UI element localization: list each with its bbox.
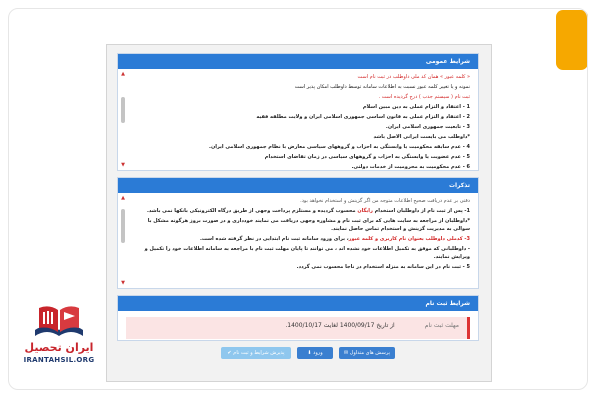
notes-body[interactable] bbox=[118, 193, 478, 288]
registration-conditions-panel bbox=[117, 295, 479, 341]
notes-intro: دقتی بر عدم دریافت صحیح اطلاعات متوجه من اگر گزینش و استخدام نخواهد بود. bbox=[300, 198, 470, 204]
note-item: 3- کدملی داوطلب بعنوان نام کاربری و کلمه عبور، برای ورود سامانه ثبت نام ابتدایی در نظر گرفته شده است. bbox=[199, 236, 470, 242]
note-item: 5 - ثبت نام در این سامانه به منزله استخدام در ناجا محسوب نمی گردد. bbox=[296, 264, 470, 270]
scrollbar[interactable] bbox=[120, 195, 126, 286]
panel-title: شرایط ثبت نام bbox=[118, 296, 478, 311]
registration-deadline-box bbox=[126, 317, 470, 339]
accept-and-register-button[interactable]: ✔ پذیرش شرایط و ثبت نام bbox=[221, 347, 291, 359]
deadline-value: از تاریخ 1400/09/17 لغایت 1400/10/17. bbox=[285, 322, 395, 329]
condition-item: 3 - تابعیت جمهوری اسلامی ایران. bbox=[385, 124, 470, 130]
scroll-down-arrow-icon[interactable]: ▼ bbox=[121, 162, 125, 168]
irantahsil-logo bbox=[18, 300, 100, 374]
username-highlight: 3- کدملی داوطلب بعنوان نام کاربری و کلمه عبور bbox=[348, 236, 470, 242]
condition-item: 2 - اعتقاد و التزام عملی به قانون اساسی جمهوری اسلامی ایران و ولایت مطلقه فقیه bbox=[256, 114, 470, 120]
deadline-label: مهلت ثبت نام bbox=[424, 322, 459, 329]
logo-url: IRANTAHSIL.ORG bbox=[23, 356, 95, 364]
action-buttons bbox=[117, 347, 479, 361]
scroll-up-arrow-icon[interactable]: ▲ bbox=[121, 71, 125, 77]
intro-line: « کلمه عبور » همان کد ملی داوطلب در ثبت نام است bbox=[357, 74, 470, 80]
logo-name: ایران تحصیل bbox=[24, 341, 94, 354]
scroll-down-arrow-icon[interactable]: ▼ bbox=[121, 280, 125, 286]
panel-title: تذکرات bbox=[118, 178, 478, 193]
scrollbar[interactable] bbox=[120, 71, 126, 168]
chat-icon: ✉ bbox=[343, 350, 349, 356]
note-item: - داوطلبانی که موفق به تکمیل اطلاعات خود نشده اند ، می توانند تا پایان مهلت ثبت نام با مراجعه به سامانه اطلاعات خود را تکمیل و ویرایش نمایند. bbox=[144, 246, 470, 260]
condition-item: 5 - عدم عضویت یا وابستگی به احزاب و گروههای سیاسی در زمان تقاضای استخدام bbox=[264, 154, 470, 160]
intro-line: نمونه و یا تغییر کلمه عبور نسبت به اطلاعات سامانه توسط داوطلب امکان پذیر است bbox=[294, 84, 470, 90]
scroll-up-arrow-icon[interactable]: ▲ bbox=[121, 195, 125, 201]
condition-item: 4 - عدم سابقه محکومیت یا وابستگی به احزاب و گروههای سیاسی معارض با نظام جمهوری اسلامی ایران. bbox=[209, 144, 470, 150]
condition-item: 1 - اعتقاد و التزام عملی به دین مبین اسلام bbox=[362, 104, 470, 110]
note-item: *داوطلبان از مراجعه به سایت هایی که برای ثبت نام و مشاوره وجهی دریافت می نمایند خودداری و در صورت بروز هرگونه مشکل با سوالی به مدیریت گزینش و استخدام تماس حاصل نمایند. bbox=[147, 218, 470, 232]
condition-item: *داوطلب می بایست ایرانی الاصل باشد bbox=[373, 134, 470, 140]
scroll-thumb[interactable] bbox=[121, 97, 125, 123]
notes-panel bbox=[117, 177, 479, 289]
login-icon: ⬇ bbox=[307, 350, 312, 356]
registration-window bbox=[106, 44, 492, 382]
general-conditions-body[interactable] bbox=[118, 69, 478, 170]
faq-button[interactable]: ✉ پرسش های متداول bbox=[339, 347, 395, 359]
general-conditions-panel bbox=[117, 53, 479, 171]
intro-line: ثبت نام ( سیستم جذب ) درج گردیده است . bbox=[378, 94, 470, 100]
condition-item: 6 - عدم محکومیت به محرومیت از خدمات دولتی. bbox=[351, 164, 470, 170]
check-icon: ✔ bbox=[227, 350, 232, 356]
scroll-thumb[interactable] bbox=[121, 209, 125, 243]
login-button[interactable]: ⬇ ورود bbox=[297, 347, 333, 359]
book-logo-icon bbox=[29, 300, 89, 340]
panel-title: شرایط عمومی bbox=[118, 54, 478, 69]
note-item: 1- پس از ثبت نام از داوطلبان استخدام رایگان محسوب گردیده و مستلزم پرداخت وجهی از طریق درگاه الکترونیکی بانکها نمی باشد. bbox=[146, 208, 470, 214]
free-highlight: رایگان bbox=[357, 208, 373, 214]
